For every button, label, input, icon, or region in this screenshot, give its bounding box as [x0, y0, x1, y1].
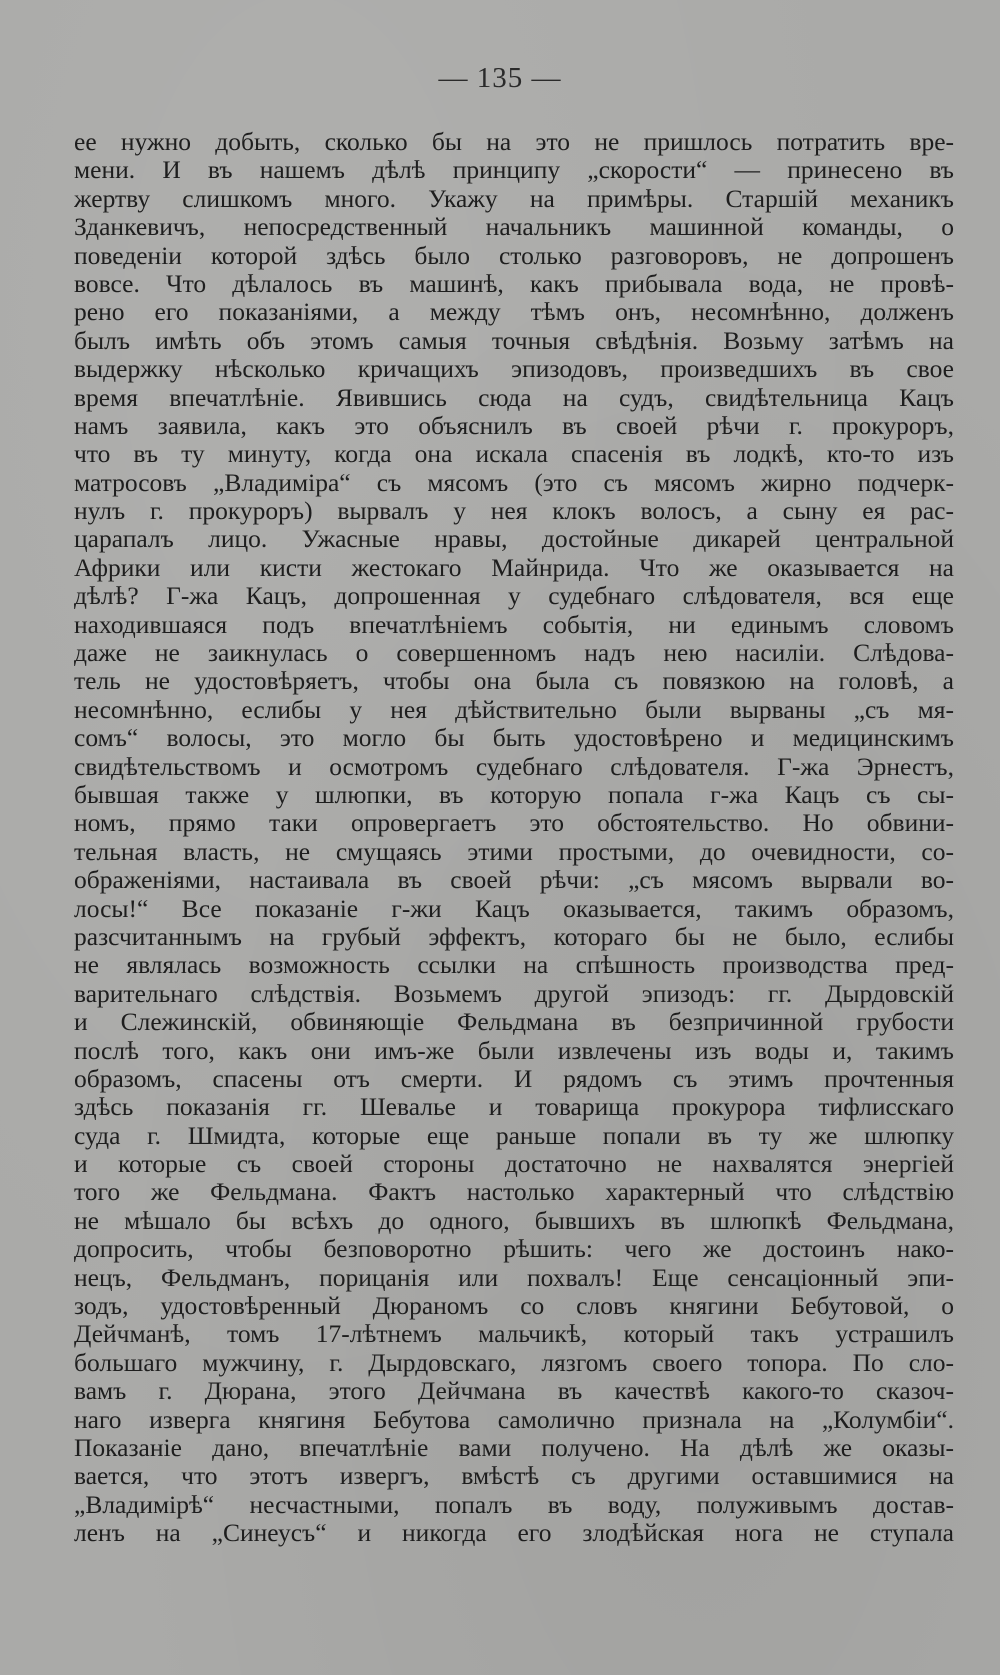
text-line: выдержку нѣсколько кричащихъ эпизодовъ, произведшихъ въ свое — [74, 355, 954, 384]
text-line: что въ ту минуту, когда она искала спасенія въ лодкѣ, кто-то изъ — [74, 440, 954, 469]
text-line: „Владимірѣ“ несчастными, попалъ въ воду, полуживымъ достав- — [74, 1490, 954, 1519]
text-line: разсчитаннымъ на грубый эффектъ, котораго бы не было, еслибы — [74, 922, 954, 951]
text-line: допросить, чтобы безповоротно рѣшить: чего же достоинъ нако- — [74, 1235, 954, 1264]
text-line: здѣсь показанія гг. Шевалье и товарища прокурора тифлисскаго — [74, 1093, 954, 1122]
text-line: рено его показаніями, а между тѣмъ онъ, несомнѣнно, долженъ — [74, 298, 954, 327]
text-line: номъ, прямо таки опровергаетъ это обстоятельство. Но обвини- — [74, 809, 954, 838]
text-line: матросовъ „Владиміра“ съ мясомъ (это съ мясомъ жирно подчерк- — [74, 468, 954, 497]
text-line: сомъ“ волосы, это могло бы быть удостовѣрено и медицинскимъ — [74, 724, 954, 753]
text-line: былъ имѣть объ этомъ самыя точныя свѣдѣнія. Возьму затѣмъ на — [74, 326, 954, 355]
text-line: царапалъ лицо. Ужасные нравы, достойные дикарей центральной — [74, 525, 954, 554]
page-number: — 135 — — [438, 62, 562, 94]
text-line: свидѣтельствомъ и осмотромъ судебнаго слѣдователя. Г-жа Эрнестъ, — [74, 752, 954, 781]
body-text — [74, 128, 954, 1548]
text-line: лосы!“ Все показаніе г-жи Кацъ оказывается, такимъ образомъ, — [74, 894, 954, 923]
text-line: образомъ, спасены отъ смерти. И рядомъ съ этимъ прочтенныя — [74, 1064, 954, 1093]
text-line: мени. И въ нашемъ дѣлѣ принципу „скорости“ — принесено въ — [74, 156, 954, 185]
text-line: не являлась возможность ссылки на спѣшность производства пред- — [74, 951, 954, 980]
text-line: и которые съ своей стороны достаточно не нахвалятся энергіей — [74, 1150, 954, 1179]
text-line: тельная власть, не смущаясь этими простыми, до очевидности, со- — [74, 837, 954, 866]
text-line: вовсе. Что дѣлалось въ машинѣ, какъ прибывала вода, не провѣ- — [74, 269, 954, 298]
text-line: намъ заявила, какъ это объяснилъ въ своей рѣчи г. прокуроръ, — [74, 411, 954, 440]
text-line: дѣлѣ? Г-жа Кацъ, допрошенная у судебнаго слѣдователя, вся еще — [74, 582, 954, 611]
text-line: Зданкевичъ, непосредственный начальникъ машинной команды, о — [74, 213, 954, 242]
text-line: бывшая также у шлюпки, въ которую попала г-жа Кацъ съ сы- — [74, 780, 954, 809]
text-line: тель не удостовѣряетъ, чтобы она была съ повязкою на головѣ, а — [74, 667, 954, 696]
text-line: того же Фельдмана. Фактъ настолько характерный что слѣдствію — [74, 1178, 954, 1207]
text-line: вается, что этотъ извергъ, вмѣстѣ съ другими оставшимися на — [74, 1462, 954, 1491]
text-line: поведеніи которой здѣсь было столько разговоровъ, не допрошенъ — [74, 241, 954, 270]
text-line: и Слежинскій, обвиняющіе Фельдмана въ безпричинной грубости — [74, 1008, 954, 1037]
text-line: время впечатлѣніе. Явившись сюда на судъ, свидѣтельница Кацъ — [74, 383, 954, 412]
text-line: Африки или кисти жестокаго Майнрида. Что же оказывается на — [74, 553, 954, 582]
text-line: ее нужно добыть, сколько бы на это не пришлось потратить вре- — [74, 128, 954, 156]
text-line: не мѣшало бы всѣхъ до одного, бывшихъ въ шлюпкѣ Фельдмана, — [74, 1206, 954, 1235]
text-line: Показаніе дано, впечатлѣніе вами получено. На дѣлѣ же оказы- — [74, 1433, 954, 1462]
text-line: жертву слишкомъ много. Укажу на примѣры. Старшій механикъ — [74, 184, 954, 213]
text-line: несомнѣнно, еслибы у нея дѣйствительно были вырваны „съ мя- — [74, 695, 954, 724]
text-line: Дейчманѣ, томъ 17-лѣтнемъ мальчикѣ, который такъ устрашилъ — [74, 1320, 954, 1349]
text-line: ображеніями, настаивала въ своей рѣчи: „съ мясомъ вырвали во- — [74, 866, 954, 895]
text-line: послѣ того, какъ они имъ-же были извлечены изъ воды и, такимъ — [74, 1036, 954, 1065]
text-line: зодъ, удостовѣренный Дюраномъ со словъ княгини Бебутовой, о — [74, 1292, 954, 1321]
text-line: нецъ, Фельдманъ, порицанія или похвалъ! Еще сенсаціонный эпи- — [74, 1263, 954, 1292]
text-line: вамъ г. Дюрана, этого Дейчмана въ качествѣ какого-то сказоч- — [74, 1377, 954, 1406]
text-line: ленъ на „Синеусъ“ и никогда его злодѣйская нога не ступала — [74, 1519, 954, 1548]
text-line: находившаяся подъ впечатлѣніемъ событія, ни единымъ словомъ — [74, 610, 954, 639]
text-line: нулъ г. прокуроръ) вырвалъ у нея клокъ волосъ, а сыну ея рас- — [74, 497, 954, 526]
text-line: суда г. Шмидта, которые еще раньше попали въ ту же шлюпку — [74, 1121, 954, 1150]
text-line: наго изверга княгиня Бебутова самолично признала на „Колумбіи“. — [74, 1405, 954, 1434]
text-line: даже не заикнулась о совершенномъ надъ нею насиліи. Слѣдова- — [74, 639, 954, 668]
text-line: варительнаго слѣдствія. Возьмемъ другой эпизодъ: гг. Дырдовскій — [74, 979, 954, 1008]
text-line: большаго мужчину, г. Дырдовскаго, лязгомъ своего топора. По сло- — [74, 1348, 954, 1377]
